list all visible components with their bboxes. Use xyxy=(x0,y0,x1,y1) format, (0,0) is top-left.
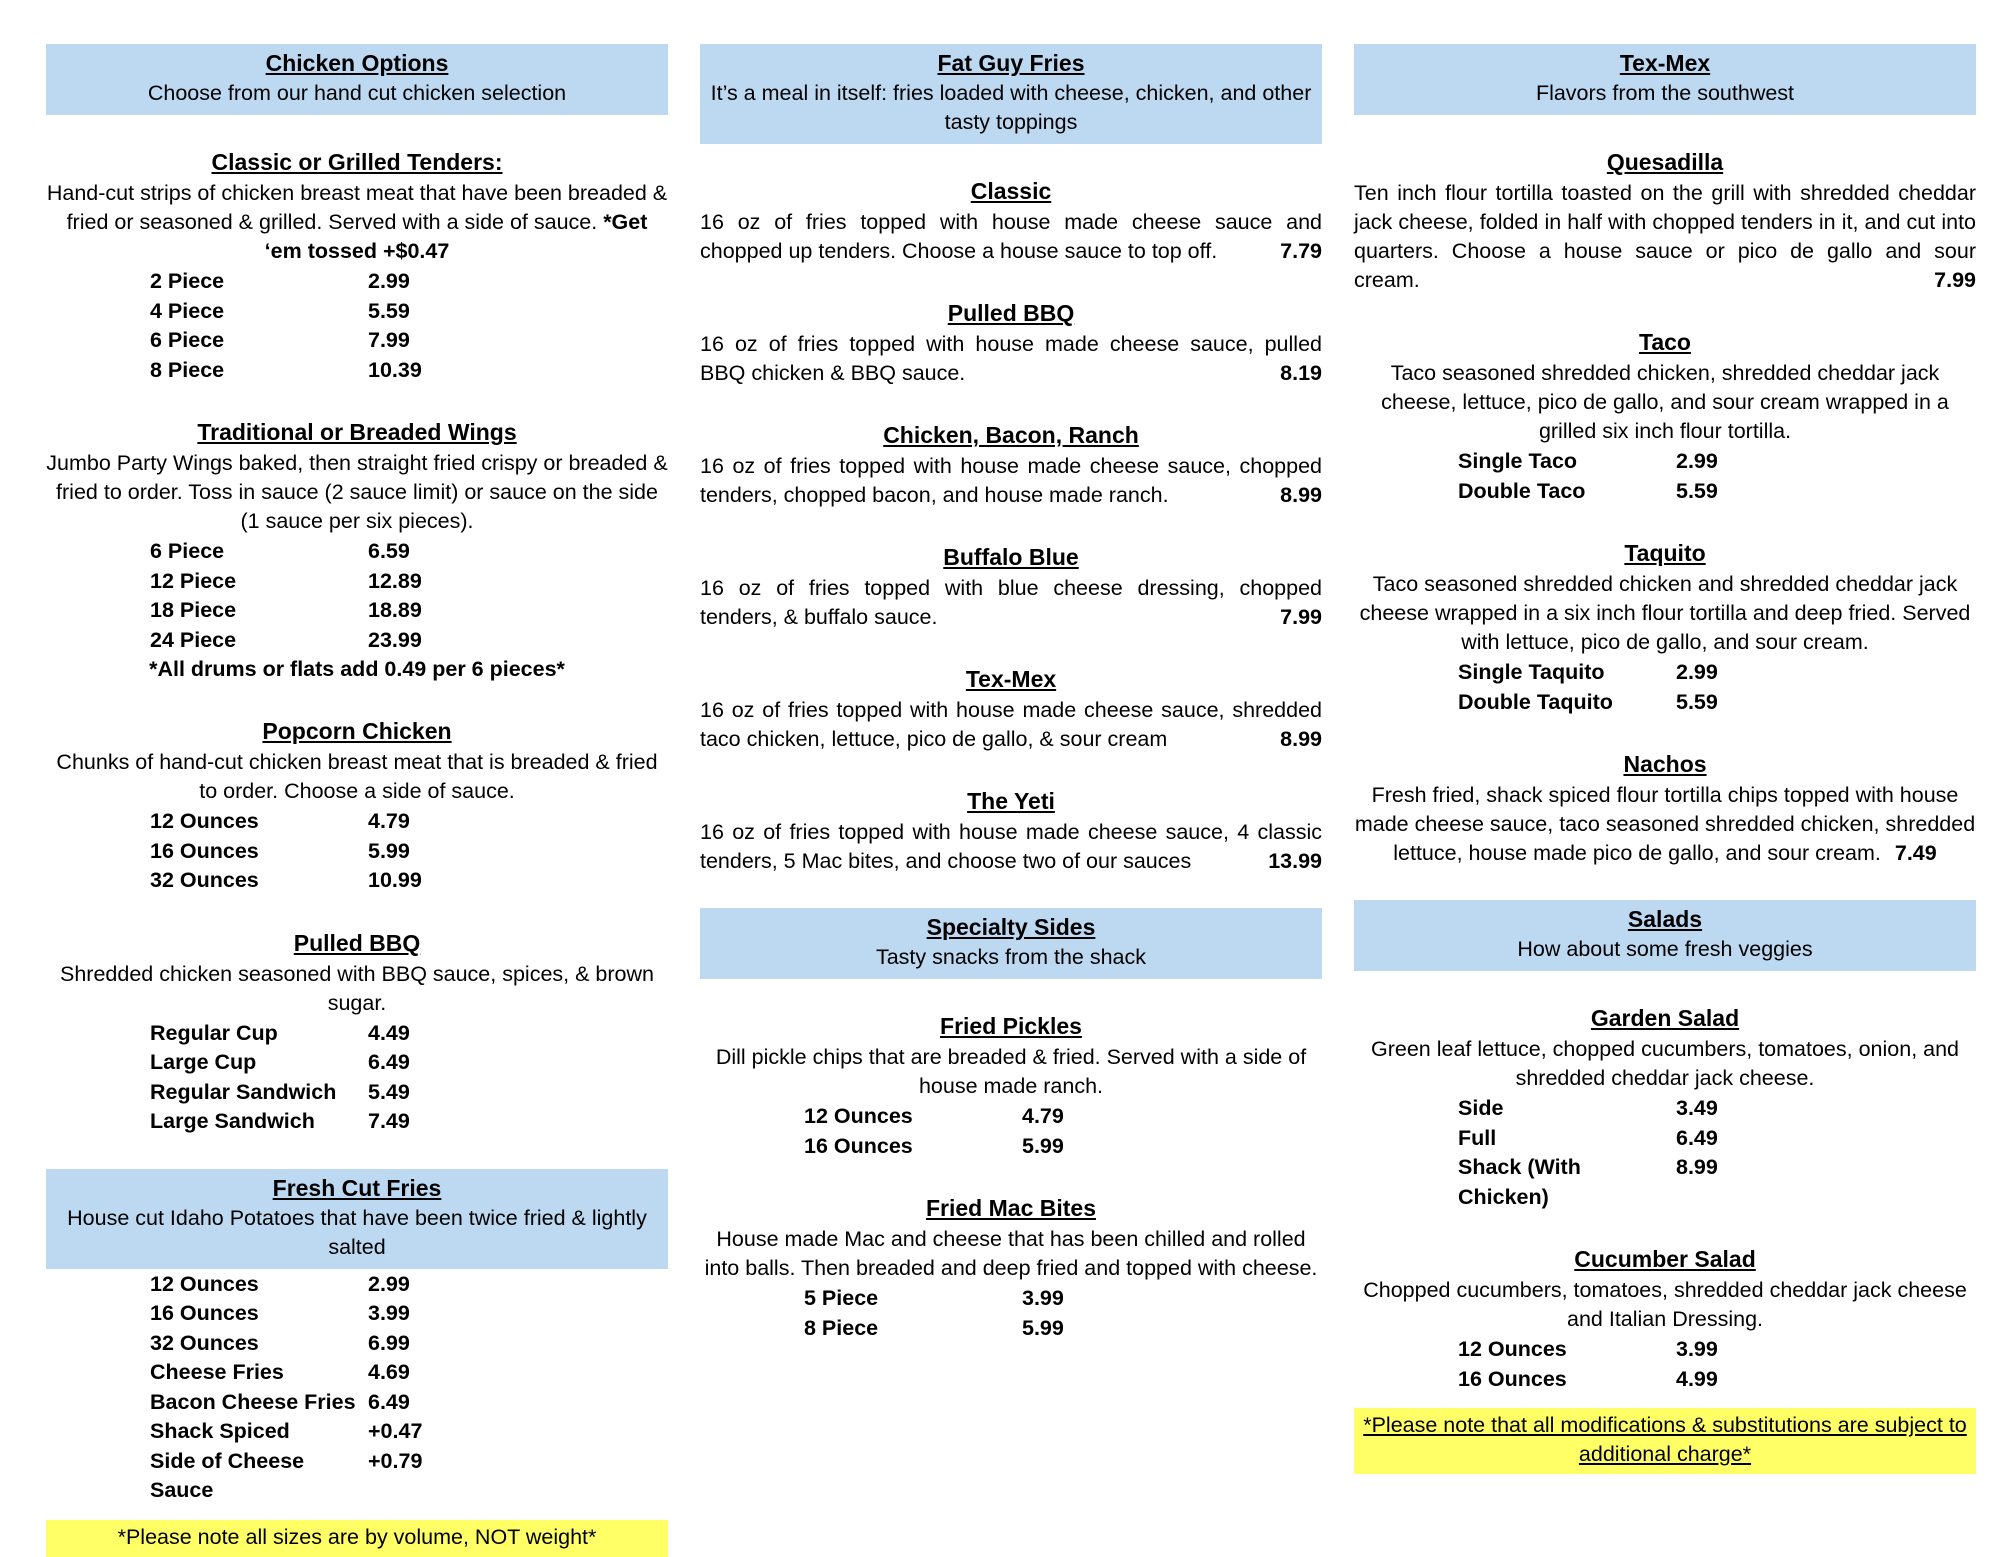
menu-item-row xyxy=(46,537,668,567)
menu-section-taquito xyxy=(1354,538,1976,717)
item-price: 4.49 xyxy=(368,1020,410,1045)
category-title: Salads xyxy=(1627,906,1703,932)
section-title: Taquito xyxy=(1624,540,1706,566)
section-description: Hand-cut strips of chicken breast meat that have been breaded & fried or seasoned & grilled. Served with a side of sauce. *Get ‘em tossed +$0.47 xyxy=(46,181,668,263)
menu-item-row xyxy=(46,1447,668,1506)
section-title: Cucumber Salad xyxy=(1574,1246,1756,1272)
item-price: +0.47 xyxy=(368,1419,423,1443)
price-list xyxy=(46,807,668,896)
menu-item-row xyxy=(46,1107,668,1137)
category-title: Tex-Mex xyxy=(1619,50,1711,76)
item-name: 16 Ounces xyxy=(150,1301,259,1325)
menu-section-the-yeti xyxy=(700,786,1322,876)
section-title: Classic xyxy=(970,178,1052,204)
menu-column-tex-mex xyxy=(1354,44,1976,1557)
menu-section-fried-mac-bites xyxy=(700,1193,1322,1343)
menu-section-nachos xyxy=(1354,749,1976,868)
item-name: Side of Cheese Sauce xyxy=(150,1448,305,1502)
section-description: Taco seasoned shredded chicken and shredded cheddar jack cheese wrapped in a six inch flour tortilla and deep fried. Served with lettuce, pico de gallo, and sour cream. xyxy=(1359,572,1971,654)
menu-item-row xyxy=(46,267,668,297)
section-description: Chopped cucumbers, tomatoes, shredded cheddar jack cheese and Italian Dressing. xyxy=(1363,1278,1967,1331)
category-header-tex-mex xyxy=(1354,44,1976,115)
price-list xyxy=(46,537,668,655)
menu-item-row xyxy=(46,1417,668,1447)
item-price: 8.19 xyxy=(1280,361,1322,385)
menu-item-row xyxy=(1354,477,1976,507)
item-price: 6.99 xyxy=(368,1330,410,1355)
section-title: Classic or Grilled Tenders: xyxy=(211,149,503,175)
menu-note: *Please note all sizes are by volume, NOT weight* xyxy=(46,1520,668,1557)
category-title: Fat Guy Fries xyxy=(937,50,1085,76)
item-name: Shack (With Chicken) xyxy=(1458,1155,1581,1209)
item-name: Side xyxy=(1458,1096,1504,1120)
section-title: Nachos xyxy=(1623,751,1707,777)
menu-section-fresh-cut-fries xyxy=(46,1169,668,1506)
section-description: Shredded chicken seasoned with BBQ sauce, spices, & brown sugar. xyxy=(60,961,654,1015)
menu-item-row xyxy=(46,567,668,597)
menu-item-row xyxy=(1354,1094,1976,1124)
item-name: 12 Ounces xyxy=(1458,1337,1567,1361)
item-price: 23.99 xyxy=(368,627,422,652)
item-price: 8.99 xyxy=(1280,727,1322,751)
menu-column-chicken-options xyxy=(46,44,668,1557)
item-price: 5.59 xyxy=(1676,689,1718,714)
section-description: Green leaf lettuce, chopped cucumbers, tomatoes, onion, and shredded cheddar jack cheese. xyxy=(1370,1037,1960,1090)
menu-item-row xyxy=(700,1314,1322,1344)
section-description: Jumbo Party Wings baked, then straight fried crispy or breaded & fried to order. Toss in sauce (2 sauce limit) or sauce on the side (1 sauce per six pieces). xyxy=(46,451,668,533)
item-price: 10.99 xyxy=(368,868,422,892)
section-title: Garden Salad xyxy=(1590,1005,1740,1031)
menu-item-row xyxy=(46,1078,668,1108)
category-subtitle: Choose from our hand cut chicken selection xyxy=(147,81,567,105)
category-subtitle: Tasty snacks from the shack xyxy=(875,945,1147,969)
menu-item-row xyxy=(700,1132,1322,1162)
item-price: 5.99 xyxy=(1022,1133,1064,1158)
item-name: Double Taco xyxy=(1458,478,1586,503)
section-description: 16 oz of fries topped with house made cheese sauce, chopped tenders, chopped bacon, and house made ranch. 8.99 xyxy=(700,452,1322,510)
item-price: 3.99 xyxy=(1022,1286,1064,1310)
item-price: 4.79 xyxy=(1022,1104,1064,1128)
menu-section-traditional-or-breaded-wings xyxy=(46,417,668,684)
item-name: Bacon Cheese Fries xyxy=(150,1389,356,1414)
item-name: Shack Spiced xyxy=(150,1419,290,1443)
menu-item-row xyxy=(46,356,668,386)
item-price: 6.49 xyxy=(1676,1125,1718,1150)
section-description: House cut Idaho Potatoes that have been twice fried & lightly salted xyxy=(67,1205,647,1259)
item-name: Large Cup xyxy=(150,1050,257,1074)
menu-item-row xyxy=(46,1358,668,1388)
section-description: Fresh fried, shack spiced flour tortilla chips topped with house made cheese sauce, taco seasoned shredded chicken, shredded lettuce, house made pico de gallo, and sour cream. 7.49 xyxy=(1354,783,1976,865)
menu-item-row xyxy=(1354,447,1976,477)
item-price: 18.89 xyxy=(368,598,422,622)
item-name: Regular Cup xyxy=(150,1020,278,1045)
item-price: 5.59 xyxy=(368,298,410,323)
item-price: 2.99 xyxy=(368,269,410,293)
section-title: Quesadilla xyxy=(1606,149,1724,175)
menu-section-pulled-bbq xyxy=(46,928,668,1137)
category-subtitle: It’s a meal in itself: fries loaded with cheese, chicken, and other tasty toppings xyxy=(710,81,1312,134)
category-header-fat-guy-fries xyxy=(700,44,1322,144)
menu-item-row xyxy=(46,807,668,837)
price-list xyxy=(1354,658,1976,717)
menu-section-fried-pickles xyxy=(700,1011,1322,1161)
menu-item-row xyxy=(46,1388,668,1418)
price-list xyxy=(46,1270,668,1506)
category-header-specialty-sides xyxy=(700,908,1322,979)
item-price: 2.99 xyxy=(1676,660,1718,684)
item-name: Single Taquito xyxy=(1458,660,1605,684)
menu-section-popcorn-chicken xyxy=(46,716,668,896)
section-description: 16 oz of fries topped with house made cheese sauce, pulled BBQ chicken & BBQ sauce. 8.19 xyxy=(700,330,1322,388)
price-list xyxy=(1354,1094,1976,1212)
item-name: 8 Piece xyxy=(804,1315,879,1340)
section-description: Dill pickle chips that are breaded & fried. Served with a side of house made ranch. xyxy=(715,1045,1307,1098)
item-price: 7.79 xyxy=(1280,239,1322,263)
item-price: 5.99 xyxy=(368,838,410,863)
menu-section-quesadilla xyxy=(1354,147,1976,295)
menu-note: *Please note that all modifications & substitutions are subject to additional charge* xyxy=(1354,1408,1976,1474)
category-header-salads xyxy=(1354,900,1976,971)
item-name: 16 Ounces xyxy=(804,1133,913,1158)
item-price: 6.49 xyxy=(368,1050,410,1074)
item-price: +0.79 xyxy=(368,1448,423,1473)
category-title: Chicken Options xyxy=(265,50,449,76)
section-title: Buffalo Blue xyxy=(943,544,1079,570)
section-title: Fried Pickles xyxy=(940,1013,1082,1039)
section-title: Pulled BBQ xyxy=(293,929,421,956)
item-price: 2.99 xyxy=(1676,449,1718,473)
item-price: 6.59 xyxy=(368,539,410,563)
item-price: 5.59 xyxy=(1676,478,1718,503)
item-price: 13.99 xyxy=(1268,849,1322,873)
item-name: 12 Ounces xyxy=(150,809,259,833)
menu-column-fat-guy-fries xyxy=(700,44,1322,1557)
section-description-bold: *Get ‘em tossed +$0.47 xyxy=(264,210,648,263)
section-description: 16 oz of fries topped with house made cheese sauce and chopped up tenders. Choose a house sauce to top off. 7.79 xyxy=(700,208,1322,266)
item-price: 6.49 xyxy=(368,1389,410,1414)
menu-item-row xyxy=(46,866,668,896)
menu-section-tex-mex xyxy=(700,664,1322,754)
section-description: Ten inch flour tortilla toasted on the grill with shredded cheddar jack cheese, folded in half with chopped tenders in it, and cut into quarters. Choose a house sauce or pico de gallo and sour cream. 7.99 xyxy=(1354,179,1976,295)
menu-item-row xyxy=(1354,1124,1976,1154)
menu-section-taco xyxy=(1354,327,1976,506)
menu-section-classic xyxy=(700,176,1322,266)
item-price: 2.99 xyxy=(368,1271,410,1296)
item-name: 24 Piece xyxy=(150,627,237,652)
section-title: The Yeti xyxy=(967,788,1055,814)
item-price: 10.39 xyxy=(368,357,422,382)
section-title: Fried Mac Bites xyxy=(926,1195,1096,1221)
item-name: 12 Piece xyxy=(150,568,237,593)
menu-item-row xyxy=(46,626,668,656)
item-name: 6 Piece xyxy=(150,328,225,352)
menu-item-row xyxy=(46,326,668,356)
item-price: 3.99 xyxy=(1676,1337,1718,1361)
menu-section-garden-salad xyxy=(1354,1003,1976,1212)
item-name: 32 Ounces xyxy=(150,1330,259,1355)
item-name: 12 Ounces xyxy=(150,1271,259,1296)
menu-item-row xyxy=(1354,688,1976,718)
section-title: Pulled BBQ xyxy=(947,300,1075,326)
menu-item-row xyxy=(1354,1365,1976,1395)
price-list xyxy=(46,1019,668,1137)
menu-item-row xyxy=(1354,658,1976,688)
item-name: 18 Piece xyxy=(150,598,237,622)
item-name: 4 Piece xyxy=(150,298,225,323)
item-name: 6 Piece xyxy=(150,539,225,563)
item-price: 8.99 xyxy=(1280,483,1322,507)
section-title: Tex-Mex xyxy=(965,666,1057,692)
item-price: 4.79 xyxy=(368,809,410,833)
item-name: Regular Sandwich xyxy=(150,1079,337,1104)
menu-item-row xyxy=(1354,1153,1976,1212)
section-title: Fresh Cut Fries xyxy=(272,1174,442,1201)
section-description: Chunks of hand-cut chicken breast meat that is breaded & fried to order. Choose a side of sauce. xyxy=(56,750,658,803)
section-description: Taco seasoned shredded chicken, shredded cheddar jack cheese, lettuce, pico de gallo, and sour cream wrapped in a grilled six inch flour tortilla. xyxy=(1381,361,1949,443)
section-header-fresh-cut-fries xyxy=(46,1169,668,1269)
price-list xyxy=(1354,447,1976,506)
item-price: 3.99 xyxy=(368,1301,410,1325)
category-header-chicken-options xyxy=(46,44,668,115)
menu-item-row xyxy=(46,837,668,867)
item-price: 4.99 xyxy=(1676,1366,1718,1391)
item-price: 7.99 xyxy=(1280,605,1322,629)
section-description: 16 oz of fries topped with house made cheese sauce, shredded taco chicken, lettuce, pico de gallo, & sour cream 8.99 xyxy=(700,696,1322,754)
item-price: 8.99 xyxy=(1676,1155,1718,1179)
menu-item-row xyxy=(1354,1335,1976,1365)
menu-item-row xyxy=(46,596,668,626)
item-name: Cheese Fries xyxy=(150,1360,284,1384)
item-price: 4.69 xyxy=(368,1360,410,1384)
item-price: 7.99 xyxy=(368,328,410,352)
category-subtitle: How about some fresh veggies xyxy=(1517,937,1813,961)
section-footnote: *All drums or flats add 0.49 per 6 pieces* xyxy=(149,657,565,681)
item-price: 5.49 xyxy=(368,1079,410,1104)
item-name: Large Sandwich xyxy=(150,1109,315,1133)
item-name: 2 Piece xyxy=(150,269,225,293)
price-list xyxy=(700,1102,1322,1161)
section-title: Traditional or Breaded Wings xyxy=(197,419,517,445)
price-list xyxy=(700,1284,1322,1343)
category-subtitle: Flavors from the southwest xyxy=(1535,81,1795,105)
item-price: 7.49 xyxy=(368,1109,410,1133)
menu-section-buffalo-blue xyxy=(700,542,1322,632)
price-list xyxy=(1354,1335,1976,1394)
category-title: Specialty Sides xyxy=(926,914,1096,940)
menu-item-row xyxy=(46,1048,668,1078)
item-name: 8 Piece xyxy=(150,357,225,382)
price-list xyxy=(46,267,668,385)
section-title: Chicken, Bacon, Ranch xyxy=(883,422,1139,448)
menu-section-pulled-bbq xyxy=(700,298,1322,388)
section-description: 16 oz of fries topped with house made cheese sauce, 4 classic tenders, 5 Mac bites, and choose two of our sauces 13.99 xyxy=(700,818,1322,876)
item-price: 3.49 xyxy=(1676,1096,1718,1120)
menu-item-row xyxy=(46,1329,668,1359)
item-name: 32 Ounces xyxy=(150,868,259,892)
menu-item-row xyxy=(46,1299,668,1329)
item-name: 16 Ounces xyxy=(150,838,259,863)
item-name: 12 Ounces xyxy=(804,1104,913,1128)
item-price: 5.99 xyxy=(1022,1315,1064,1340)
item-name: Double Taquito xyxy=(1458,689,1613,714)
menu-section-chicken-bacon-ranch xyxy=(700,420,1322,510)
menu-item-row xyxy=(46,297,668,327)
section-description: 16 oz of fries topped with blue cheese dressing, chopped tenders, & buffalo sauce. 7.99 xyxy=(700,574,1322,632)
item-price: 7.49 xyxy=(1894,841,1937,865)
section-title: Popcorn Chicken xyxy=(262,718,452,744)
section-title: Taco xyxy=(1639,329,1691,355)
menu-item-row xyxy=(46,1019,668,1049)
item-name: 5 Piece xyxy=(804,1286,879,1310)
item-name: Single Taco xyxy=(1458,449,1578,473)
item-name: Full xyxy=(1458,1125,1497,1150)
menu-item-row xyxy=(700,1102,1322,1132)
menu-item-row xyxy=(700,1284,1322,1314)
section-description: House made Mac and cheese that has been chilled and rolled into balls. Then breaded and deep fried and topped with cheese. xyxy=(704,1227,1318,1280)
menu-item-row xyxy=(46,1270,668,1300)
item-price: 12.89 xyxy=(368,568,422,593)
item-price: 7.99 xyxy=(1934,268,1976,292)
menu-section-classic-or-grilled-tenders xyxy=(46,147,668,385)
menu-section-cucumber-salad xyxy=(1354,1244,1976,1394)
item-name: 16 Ounces xyxy=(1458,1366,1567,1391)
